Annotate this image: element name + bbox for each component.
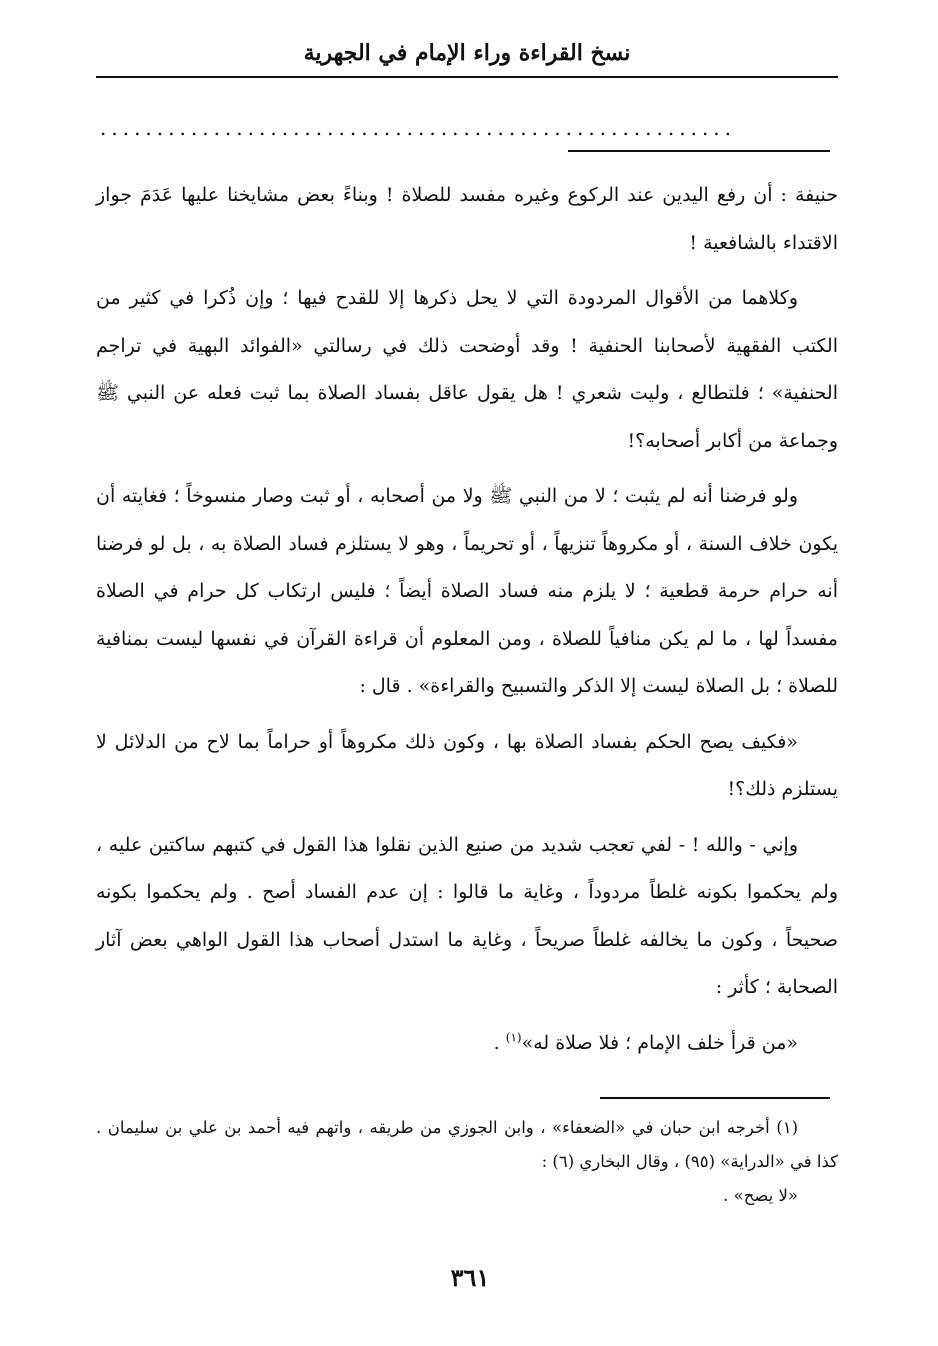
paragraph: وإني - والله ! - لفي تعجب شديد من صنيع الذين نقلوا هذا القول في كتبهم ساكتين عليه ، ولم يحكموا بكونه غلطاً مردوداً ، وغاية ما قالوا : إن عدم الفساد أصح . ولم يحكموا بكونه صحيحاً ، وكون ما يخالفه غلطاً صريحاً ، وغاية ما استدل أصحاب هذا القول الواهي بعض آثار الصحابة ؛ كأثر : (96, 833, 838, 998)
footnote-line: (١) أخرجه ابن حبان في «الضعفاء» ، وابن الجوزي من طريقه ، واتهم فيه أحمد بن علي بن سليمان . كذا في «الدراية» (٩٥) ، وقال البخاري (٦) : (96, 1118, 838, 1171)
paragraph: وكلاهما من الأقوال المردودة التي لا يحل ذكرها إلا للقدح فيها ؛ وإن ذُكرا في كثير من الكتب الفقهية لأصحابنا الحنفية ! وقد أوضحت ذلك في رسالتي «الفوائد البهية في تراجم الحنفية» ؛ فلتطالع ، وليت شعري ! هل يقول عاقل بفساد الصلاة بما ثبت فعله عن النبي ﷺ وجماعة من أكابر أصحابه؟! (96, 287, 838, 452)
footnote-rule (600, 1097, 830, 1099)
hadith-text: «من قرأ خلف الإمام ؛ فلا صلاة له» (521, 1031, 798, 1054)
separator-dots: ........................................................ (100, 118, 737, 138)
footnote-line: «لا يصح» . (723, 1186, 798, 1205)
running-header-title: نسخ القراءة وراء الإمام في الجهرية (303, 40, 631, 66)
page-number: ٣٦١ (450, 1263, 490, 1292)
paragraph: حنيفة : أن رفع اليدين عند الركوع وغيره مفسد للصلاة ! وبناءً بعض مشايخنا عليها عَدَمَ جواز الاقتداء بالشافعية ! (96, 184, 838, 254)
paragraph: ولو فرضنا أنه لم يثبت ؛ لا من النبي ﷺ ولا من أصحابه ، أو ثبت وصار منسوخاً ؛ فغايته أن يكون خلاف السنة ، أو مكروهاً تنزيهاً ، أو تحريماً ، وهو لا يستلزم فساد الصلاة به ، بل لو فرضنا أنه حرام حرمة قطعية ؛ لا يلزم منه فساد الصلاة أيضاً ؛ فليس ارتكاب كل حرام في الصلاة مفسداً لها ، ما لم يكن منافياً للصلاة ، ومن المعلوم أن قراءة القرآن في نفسها ليست بمنافية للصلاة ؛ بل الصلاة ليست إلا الذكر والتسبيح والقراءة» . قال : (96, 485, 838, 697)
header-rule (96, 76, 838, 78)
quoted-paragraph: «فكيف يصح الحكم بفساد الصلاة بها ، وكون ذلك مكروهاً أو حراماً بما لاح من الدلائل لا يستلزم ذلك؟! (96, 730, 838, 800)
trailing-period: . (493, 1031, 506, 1054)
footnotes (96, 1111, 838, 1213)
quoted-hadith (96, 1020, 838, 1068)
main-text (96, 172, 838, 1067)
footnote-marker: (١) (505, 1030, 522, 1045)
separator-rule (568, 150, 830, 152)
